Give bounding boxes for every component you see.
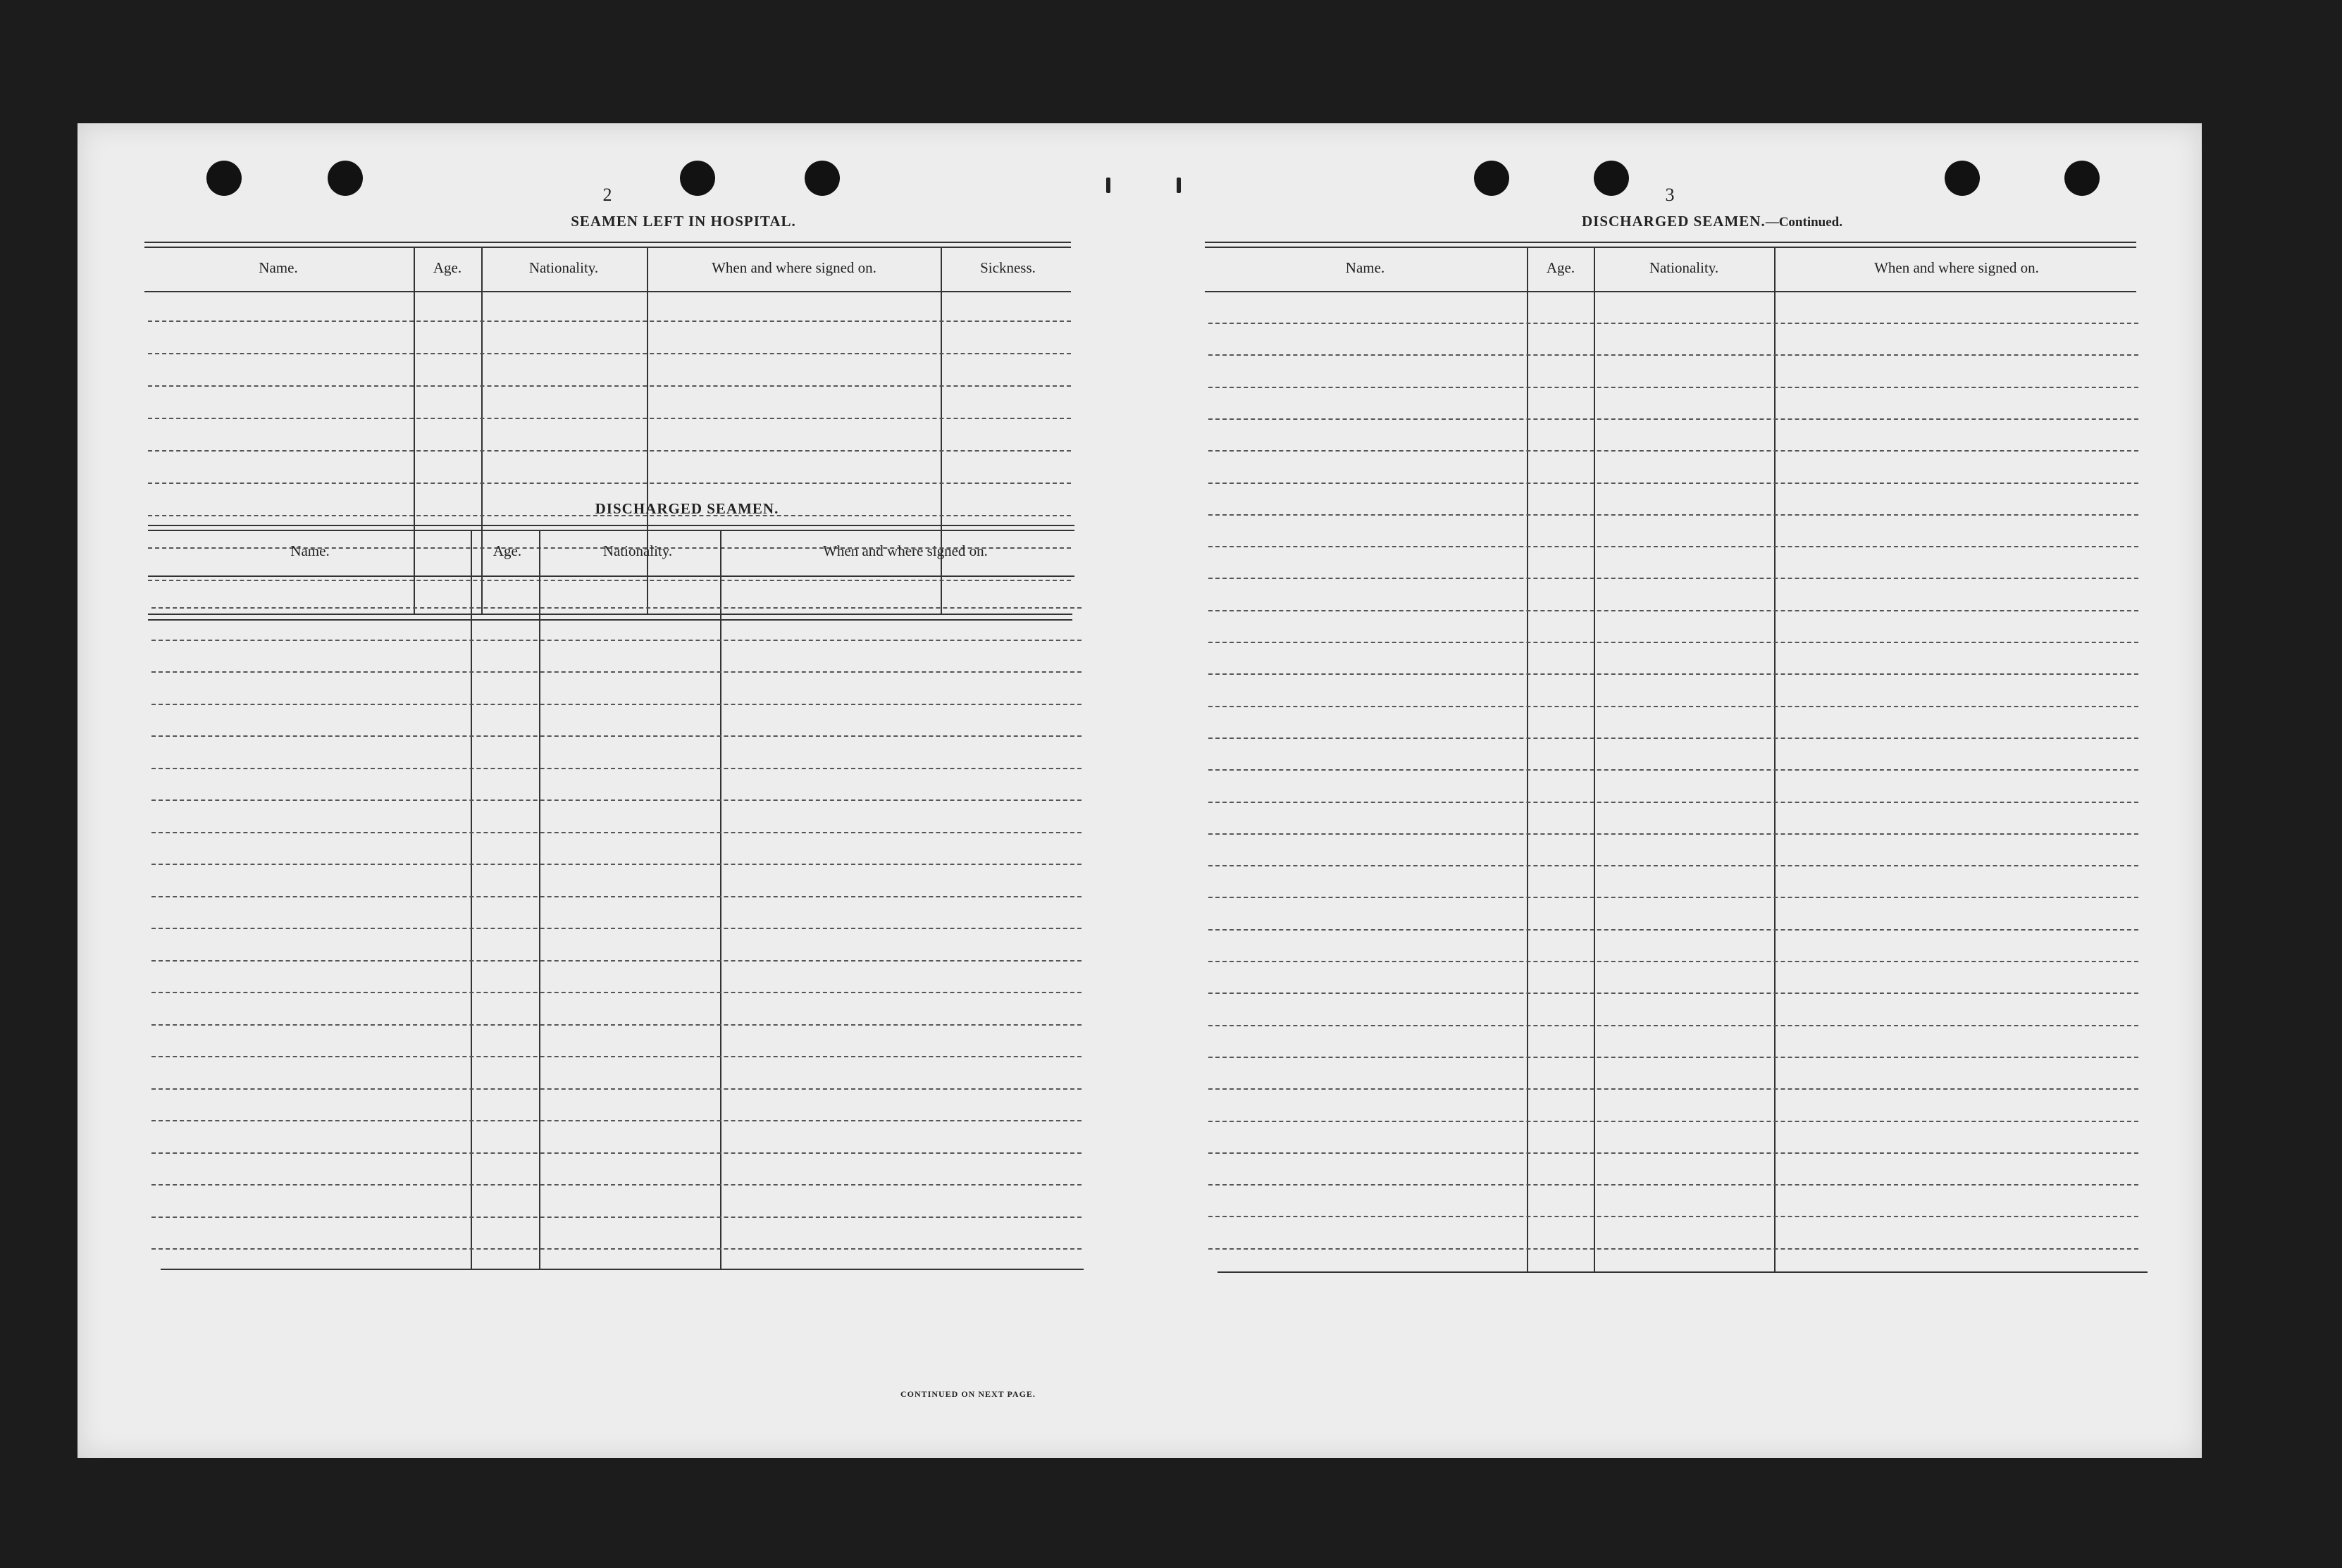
col-header-age: Age.: [433, 259, 462, 276]
rule: [144, 247, 1071, 248]
blank-entry-line: [1208, 323, 2138, 324]
rule: [148, 525, 1074, 526]
blank-entry-line: [1208, 514, 2138, 516]
rule: [1205, 242, 2136, 243]
blank-entry-line: [151, 640, 1082, 641]
page-number: 3: [1665, 185, 1675, 205]
blank-entry-line: [1208, 961, 2138, 962]
blank-entry-line: [1208, 1152, 2138, 1154]
blank-entry-line: [1208, 578, 2138, 579]
blank-entry-line: [1208, 450, 2138, 452]
blank-entry-line: [151, 1184, 1082, 1186]
blank-entry-line: [151, 607, 1082, 609]
col-header-name: Name.: [290, 542, 330, 559]
blank-entry-line: [1208, 897, 2138, 898]
blank-entry-line: [1208, 483, 2138, 484]
blank-entry-line: [1208, 802, 2138, 803]
blank-entry-line: [1208, 354, 2138, 356]
blank-entry-line: [1208, 387, 2138, 388]
blank-entry-line: [1208, 769, 2138, 771]
blank-entry-line: [1208, 642, 2138, 643]
col-header-nationality: Nationality.: [1649, 259, 1719, 276]
blank-entry-line: [151, 671, 1082, 673]
blank-entry-line: [148, 353, 1071, 354]
column-divider: [1594, 247, 1595, 1272]
blank-entry-line: [1208, 1025, 2138, 1026]
column-divider: [539, 530, 540, 1270]
column-divider: [1774, 247, 1776, 1272]
document-sheet: [78, 123, 2202, 1458]
rule: [144, 242, 1071, 243]
blank-entry-line: [151, 1088, 1082, 1090]
column-divider: [1527, 247, 1528, 1272]
rule: [161, 1269, 1084, 1270]
blank-entry-line: [1208, 673, 2138, 675]
blank-entry-line: [148, 385, 1071, 387]
right-page: [1134, 123, 2202, 1458]
blank-entry-line: [148, 450, 1071, 452]
blank-entry-line: [151, 1248, 1082, 1250]
rule: [148, 575, 1074, 577]
column-divider: [720, 530, 721, 1270]
blank-entry-line: [1208, 546, 2138, 547]
blank-entry-line: [151, 992, 1082, 993]
col-header-name: Name.: [1345, 259, 1385, 276]
rule: [148, 530, 1074, 531]
rule: [148, 614, 1072, 615]
blank-entry-line: [151, 928, 1082, 929]
blank-entry-line: [1208, 1184, 2138, 1186]
rule: [1218, 1271, 2148, 1273]
blank-entry-line: [151, 896, 1082, 897]
continued-note: CONTINUED ON NEXT PAGE.: [900, 1389, 1036, 1399]
rule: [1205, 291, 2136, 292]
blank-entry-line: [1208, 1248, 2138, 1250]
blank-entry-line: [148, 418, 1071, 419]
blank-entry-line: [148, 483, 1071, 484]
blank-entry-line: [151, 768, 1082, 769]
blank-entry-line: [1208, 865, 2138, 866]
blank-entry-line: [151, 735, 1082, 737]
title-suffix: —Continued.: [1765, 215, 1842, 230]
blank-entry-line: [148, 580, 1071, 581]
blank-entry-line: [148, 321, 1071, 322]
blank-entry-line: [1208, 706, 2138, 707]
col-header-nationality: Nationality.: [602, 542, 673, 559]
col-header-nationality: Nationality.: [528, 259, 599, 276]
col-header-age: Age.: [1546, 259, 1575, 276]
blank-entry-line: [151, 1056, 1082, 1057]
blank-entry-line: [151, 1217, 1082, 1218]
blank-entry-line: [151, 1024, 1082, 1026]
blank-entry-line: [1208, 738, 2138, 739]
title-main: DISCHARGED SEAMEN.: [1582, 213, 1766, 230]
discharged-continued-title: [1501, 213, 1923, 230]
rule: [144, 291, 1071, 292]
hospital-section-title: SEAMEN LEFT IN HOSPITAL.: [571, 213, 796, 230]
blank-entry-line: [1208, 833, 2138, 835]
column-divider: [471, 530, 472, 1270]
blank-entry-line: [151, 864, 1082, 865]
blank-entry-line: [1208, 929, 2138, 931]
discharged-section-title: DISCHARGED SEAMEN.: [595, 500, 779, 517]
blank-entry-line: [1208, 418, 2138, 420]
blank-entry-line: [1208, 1088, 2138, 1090]
blank-entry-line: [151, 1120, 1082, 1121]
rule: [148, 619, 1072, 621]
page-number: 2: [602, 185, 612, 205]
blank-entry-line: [1208, 993, 2138, 994]
col-header-signed-on: When and where signed on.: [1874, 259, 2039, 276]
col-header-signed-on: When and where signed on.: [712, 259, 876, 276]
blank-entry-line: [151, 799, 1082, 801]
blank-entry-line: [151, 1152, 1082, 1154]
col-header-name: Name.: [259, 259, 298, 276]
blank-entry-line: [1208, 1216, 2138, 1217]
blank-entry-line: [1208, 1121, 2138, 1122]
blank-entry-line: [151, 832, 1082, 833]
blank-entry-line: [1208, 1057, 2138, 1058]
left-page: [78, 123, 1134, 1458]
blank-entry-line: [151, 960, 1082, 962]
col-header-sickness: Sickness.: [980, 259, 1036, 276]
blank-entry-line: [151, 704, 1082, 705]
col-header-signed-on: When and where signed on.: [823, 542, 988, 559]
rule: [1205, 247, 2136, 248]
col-header-age: Age.: [492, 542, 522, 559]
blank-entry-line: [1208, 610, 2138, 611]
